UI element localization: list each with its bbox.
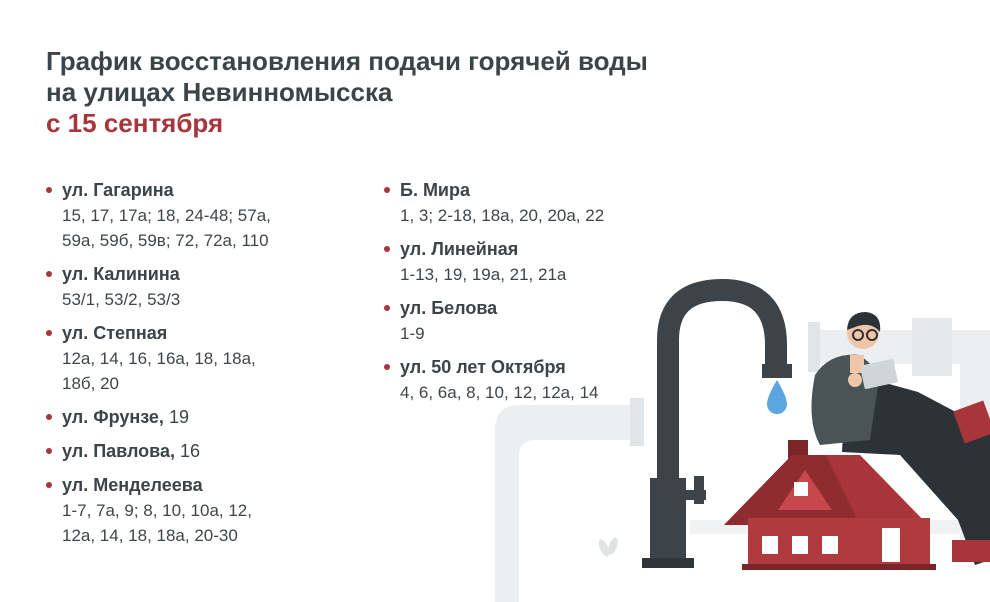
house-numbers: 1-13, 19, 19а, 21, 21а bbox=[400, 265, 567, 284]
street-name: ул. Линейная bbox=[384, 237, 674, 262]
house-numbers: 53/1, 53/2, 53/3 bbox=[62, 290, 181, 309]
illustration bbox=[470, 270, 990, 602]
house-numbers: 19 bbox=[163, 407, 189, 427]
house-numbers: 4, 6, 6а, 8, 10, 12, 12а, 14 bbox=[400, 383, 599, 402]
street-name: ул. Павлова, bbox=[62, 441, 176, 461]
house-numbers: 12а, 14, 18, 18а, 20-30 bbox=[62, 526, 238, 545]
street-item bbox=[46, 405, 336, 430]
street-name: ул. Калинина bbox=[46, 262, 336, 287]
street-list-left bbox=[46, 178, 336, 557]
street-item bbox=[384, 178, 674, 228]
street-name: Б. Мира bbox=[384, 178, 674, 203]
street-item bbox=[46, 321, 336, 396]
house-numbers: 1, 3; 2-18, 18а, 20, 20а, 22 bbox=[400, 206, 605, 225]
street-item bbox=[46, 473, 336, 548]
street-name: ул. Белова bbox=[384, 296, 674, 321]
house-numbers: 12а, 14, 16, 16а, 18, 18а, bbox=[62, 349, 256, 368]
house-numbers: 1-7, 7а, 9; 8, 10, 10а, 12, bbox=[62, 501, 252, 520]
house-numbers: 59а, 59б, 59в; 72, 72а, 110 bbox=[62, 231, 269, 250]
title-line-2: на улицах Невинномысска bbox=[46, 77, 393, 107]
street-name-inline bbox=[46, 405, 336, 430]
house-numbers: 16 bbox=[175, 441, 201, 461]
title-line-1: График восстановления подачи горячей воды bbox=[46, 46, 648, 76]
street-name: ул. 50 лет Октября bbox=[384, 355, 674, 380]
street-item bbox=[46, 178, 336, 253]
water-drop-icon bbox=[767, 380, 787, 414]
street-name: ул. Степная bbox=[46, 321, 336, 346]
plant-icon bbox=[597, 536, 620, 558]
street-name: ул. Менделеева bbox=[46, 473, 336, 498]
street-item bbox=[46, 439, 336, 464]
house-numbers: 18б, 20 bbox=[62, 374, 120, 393]
street-item bbox=[46, 262, 336, 312]
street-name-inline bbox=[46, 439, 336, 464]
title-date: с 15 сентября bbox=[46, 108, 224, 138]
house-numbers: 1-9 bbox=[400, 324, 425, 343]
street-name: ул. Фрунзе, bbox=[62, 407, 164, 427]
street-name: ул. Гагарина bbox=[46, 178, 336, 203]
house-numbers: 15, 17, 17а; 18, 24-48; 57а, bbox=[62, 206, 271, 225]
page-title bbox=[46, 46, 648, 139]
